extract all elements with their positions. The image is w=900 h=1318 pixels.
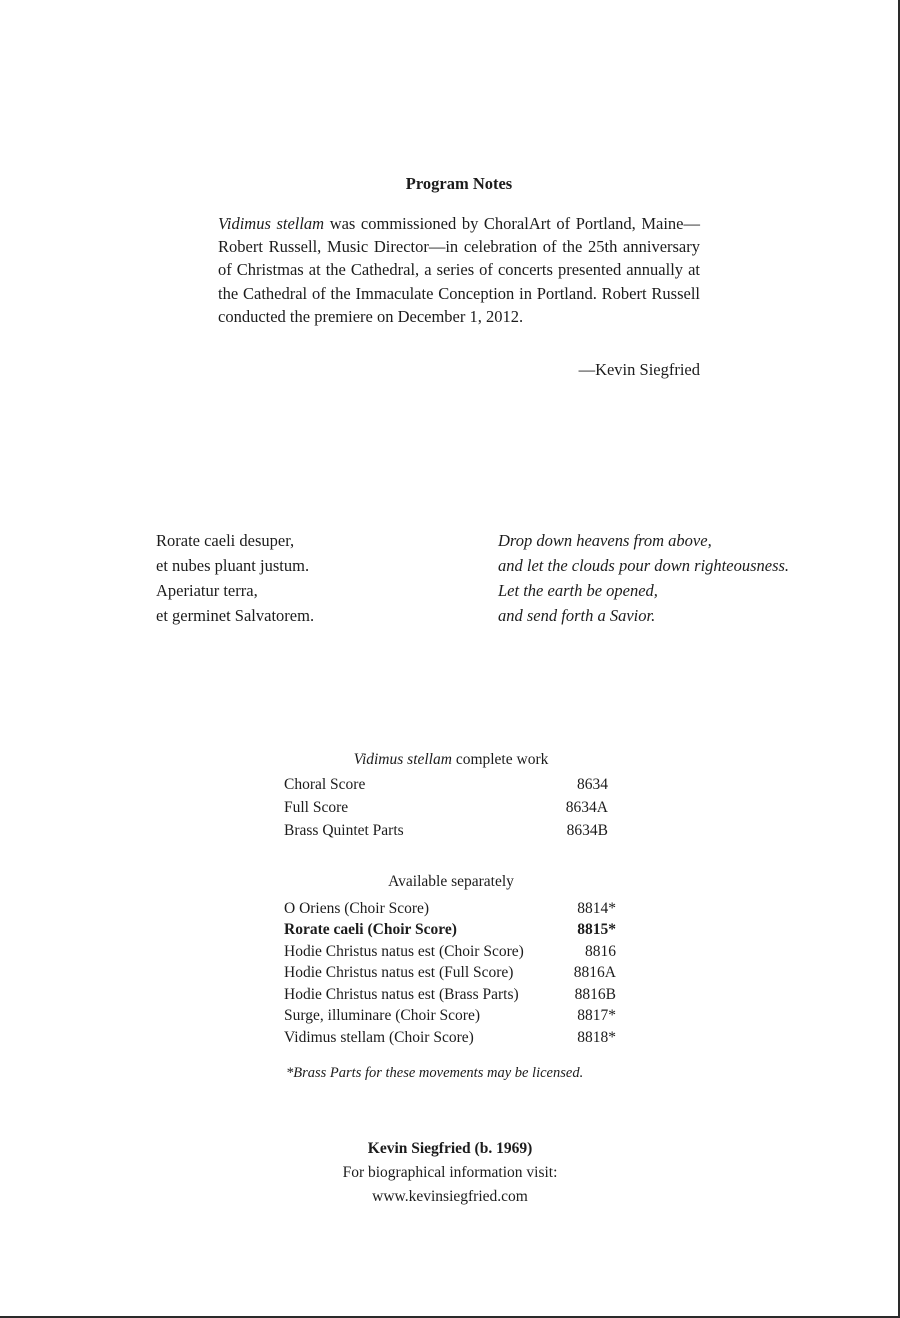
catalog-number: 8815* — [577, 921, 616, 939]
catalog-row — [284, 963, 616, 985]
catalog-label: O Oriens (Choir Score) — [284, 899, 430, 917]
catalog-label: Hodie Christus natus est (Full Score) — [284, 964, 514, 982]
catalog-row — [284, 819, 608, 842]
catalog-number: 8816A — [573, 964, 616, 982]
catalog-row — [284, 773, 608, 796]
program-notes-body — [218, 212, 700, 328]
catalog-label: Vidimus stellam (Choir Score) — [284, 1028, 474, 1046]
separately-table — [284, 898, 616, 1049]
english-line: Drop down heavens from above, — [498, 531, 712, 550]
catalog-label: Hodie Christus natus est (Brass Parts) — [284, 985, 519, 1003]
latin-line: et germinet Salvatorem. — [156, 606, 315, 625]
catalog-row — [284, 796, 608, 819]
english-translation — [498, 528, 789, 628]
catalog-number: 8814* — [577, 899, 616, 917]
latin-line: Aperiatur terra, — [156, 581, 258, 600]
catalog-label: Rorate caeli (Choir Score) — [284, 921, 457, 939]
english-line: and send forth a Savior. — [498, 606, 656, 625]
catalog-row — [284, 941, 616, 963]
catalog-number: 8634 — [577, 775, 608, 793]
composer-bio — [0, 1137, 900, 1209]
catalog-number: 8818* — [577, 1028, 616, 1046]
program-notes-signature: —Kevin Siegfried — [578, 360, 700, 379]
composer-website: www.kevinsiegfried.com — [372, 1188, 528, 1205]
complete-work-heading — [268, 751, 634, 769]
latin-line: Rorate caeli desuper, — [156, 531, 295, 550]
catalog-label: Surge, illuminare (Choir Score) — [284, 1007, 481, 1025]
license-note: *Brass Parts for these movements may be licensed. — [286, 1065, 584, 1081]
catalog-number: 8634B — [566, 821, 608, 839]
latin-text — [156, 528, 314, 628]
catalog-row — [284, 984, 616, 1006]
catalog-label: Choral Score — [284, 775, 366, 793]
catalog-label: Hodie Christus natus est (Choir Score) — [284, 942, 524, 960]
catalog-row — [284, 1027, 616, 1049]
program-notes-text: was commissioned by ChoralArt of Portland, Maine—Robert Russell, Music Director—in celebration of the 25th anniversary of Christmas at the Cathedral, a series of concerts presented annually at the Cathedral of the Immaculate Conception in Portland. Robert Russell conducted the premiere on December 1, 2012. — [218, 214, 700, 326]
latin-line: et nubes pluant justum. — [156, 556, 310, 575]
composer-name: Kevin Siegfried (b. 1969) — [367, 1140, 533, 1157]
catalog-number: 8634A — [565, 798, 608, 816]
english-line: and let the clouds pour down righteousness. — [498, 556, 790, 575]
catalog-row — [284, 1006, 616, 1028]
catalog-row — [284, 898, 616, 920]
catalog-row-highlighted — [284, 920, 616, 942]
complete-work-title: Vidimus stellam — [353, 751, 452, 768]
english-line: Let the earth be opened, — [498, 581, 658, 600]
catalog-number: 8816 — [585, 942, 616, 960]
work-title: Vidimus stellam — [218, 214, 325, 233]
catalog-label: Full Score — [284, 798, 349, 816]
catalog-number: 8816B — [574, 985, 616, 1003]
catalog-number: 8817* — [577, 1007, 616, 1025]
complete-work-table — [284, 773, 608, 842]
catalog-label: Brass Quintet Parts — [284, 821, 404, 839]
bio-info-line: For biographical information visit: — [342, 1164, 558, 1181]
available-separately-heading: Available separately — [388, 873, 514, 890]
program-notes-title: Program Notes — [405, 174, 513, 193]
complete-work-heading-rest: complete work — [451, 751, 549, 768]
